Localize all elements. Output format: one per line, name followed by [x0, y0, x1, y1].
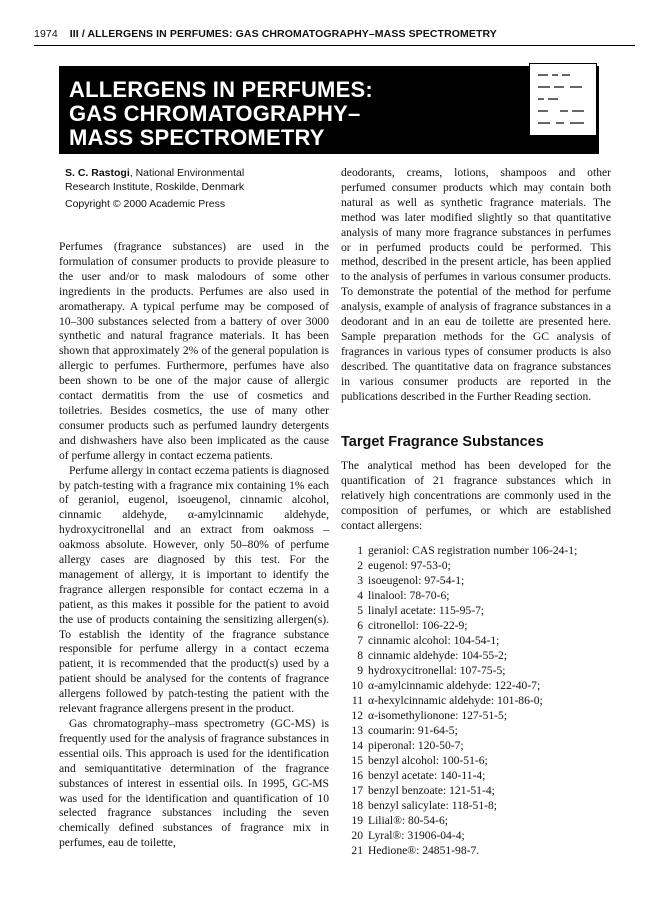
list-text: α-amylcinnamic aldehyde: 122-40-7; [368, 679, 541, 692]
paragraph: The analytical method has been developed for the quantification of 21 fragrance substances which in relatively high concentrations are commonly used in the composition of perfumes, or which are established contact allergens: [341, 459, 611, 532]
list-number: 9 [357, 664, 363, 677]
right-column [341, 166, 611, 405]
list-text: Lilial®: 80-54-6; [368, 814, 448, 827]
list-item [341, 663, 611, 678]
fragrance-list [341, 543, 611, 858]
list-text: α-isomethylionone: 127-51-5; [368, 709, 508, 722]
list-number: 13 [351, 724, 363, 737]
list-item [341, 678, 611, 693]
list-text: cinnamic alcohol: 104-54-1; [368, 634, 500, 647]
list-item [341, 603, 611, 618]
page-number: 1974 [34, 28, 58, 40]
list-item [341, 693, 611, 708]
list-item [341, 588, 611, 603]
title-line: ALLERGENS IN PERFUMES: [69, 77, 373, 102]
list-item [341, 543, 611, 558]
paragraph: Gas chromatography–mass spectrometry (GC-MS) is frequently used for the analysis of fragrance substances in essential oils. This approach is used for the identification and semiquantitative determination of the fragrance substances of interest in essential oils. In 1995, GC-MS was used for the identification and quantification of 10 selected fragrance substances including the seven chemically defined substances of fragrance mix in perfumes, eau de toilette, [59, 717, 329, 850]
list-text: eugenol: 97-53-0; [368, 559, 451, 572]
title-line: GAS CHROMATOGRAPHY– [69, 101, 361, 126]
list-item [341, 828, 611, 843]
list-item [341, 783, 611, 798]
list-number: 21 [351, 844, 363, 857]
list-item [341, 753, 611, 768]
list-item [341, 618, 611, 633]
list-number: 17 [351, 784, 363, 797]
paragraph: deodorants, creams, lotions, shampoos and other perfumed consumer products which may contain both natural as well as synthetic fragrance materials. The method was later modified slightly so that quantitative analysis of many more fragrance substances in perfumes or in perfumed products could be performed. This method, described in the present article, has been applied to the analysis of perfumes in various consumer products. To demonstrate the potential of the method for perfume analysis, example of analysis of fragrance substances in a deodorant and in an eau de toilette are presented here. Sample preparation methods for the GC analysis of fragrances in various types of consumer products is also described. The quantitative data on fragrance substances in various consumer products are reported in the publications described in the Further Reading section. [341, 166, 611, 403]
list-text: benzyl salicylate: 118-51-8; [368, 799, 497, 812]
list-text: hydroxycitronellal: 107-75-5; [368, 664, 506, 677]
list-number: 11 [351, 694, 363, 707]
list-item [341, 573, 611, 588]
section-heading: Target Fragrance Substances [341, 434, 544, 450]
author-block [65, 166, 325, 194]
list-text: Lyral®: 31906-04-4; [368, 829, 465, 842]
list-number: 4 [357, 589, 363, 602]
list-number: 3 [357, 574, 363, 587]
running-header [34, 28, 635, 40]
left-column [59, 240, 329, 851]
list-text: citronellol: 106-22-9; [368, 619, 468, 632]
article-title [69, 78, 519, 150]
copyright: Copyright © 2000 Academic Press [65, 198, 226, 210]
list-text: benzyl alcohol: 100-51-6; [368, 754, 488, 767]
list-number: 20 [351, 829, 363, 842]
running-title: III / ALLERGENS IN PERFUMES: GAS CHROMATOGRAPHY–MASS SPECTROMETRY [69, 28, 497, 40]
author-affiliation-2: Research Institute, Roskilde, Denmark [65, 181, 245, 193]
list-item [341, 648, 611, 663]
paragraph: Perfumes (fragrance substances) are used in the formulation of consumer products to provide pleasure to the user and/or to mask malodours of some other ingredients in the products. Perfumes are also used in aromatherapy. A typical perfume may be composed of 10–300 substances selected from a battery of over 3000 synthetic and natural fragrance materials. It has been shown that approximately 2% of the general population is allergic to perfumes. Furthermore, perfumes have also been shown to be one of the major cause of allergic contact dermatitis from the use of cosmetics and toiletries. Besides cosmetics, the use of many other consumer products such as perfumed laundry detergents and dishwashers have also been implicated as the cause of perfume allergy in contact eczema patients. [59, 240, 329, 462]
list-number: 5 [357, 604, 363, 617]
header-rule [34, 45, 635, 46]
list-number: 1 [357, 544, 363, 557]
list-item [341, 813, 611, 828]
list-text: linalool: 78-70-6; [368, 589, 450, 602]
list-number: 16 [351, 769, 363, 782]
list-item [341, 558, 611, 573]
list-number: 10 [351, 679, 363, 692]
list-number: 8 [357, 649, 363, 662]
author-name: S. C. Rastogi [65, 167, 130, 179]
list-text: linalyl acetate: 115-95-7; [368, 604, 485, 617]
list-item [341, 843, 611, 858]
list-number: 14 [351, 739, 363, 752]
list-item [341, 723, 611, 738]
list-text: coumarin: 91-64-5; [368, 724, 458, 737]
list-text: isoeugenol: 97-54-1; [368, 574, 465, 587]
list-text: benzyl acetate: 140-11-4; [368, 769, 486, 782]
list-number: 6 [357, 619, 363, 632]
list-item [341, 738, 611, 753]
list-item [341, 633, 611, 648]
section-thumbnail-icon [529, 63, 597, 136]
title-banner [59, 66, 599, 154]
list-item [341, 798, 611, 813]
list-text: piperonal: 120-50-7; [368, 739, 464, 752]
paragraph: Perfume allergy in contact eczema patients is diagnosed by patch-testing with a fragrance mix containing 1% each of geraniol, eugenol, isoeugenol, cinnamic alcohol, cinnamic aldehyde, α-amylcinnamic aldehyde, hydroxycitronellal and an extract from oakmoss – oakmoss absolute. However, only 50–80% of perfume allergy cases are diagnosed by this test. For the management of allergy, it is important to identify the fragrance allergen responsible for contact eczema in a patient, as this makes it possible for the patient to avoid the use of products containing the sensitizing allergen(s). To establish the identity of the fragrance substance responsible for perfume allergy in a contact eczema patient, it is recommended that the product(s) used by a patient should be analysed for the contents of fragrance allergens followed by patch-testing the patient with the relevant fragrance allergens present in the product. [59, 463, 329, 716]
list-text: geraniol: CAS registration number 106-24-1; [368, 544, 578, 557]
title-line: MASS SPECTROMETRY [69, 125, 325, 150]
list-number: 12 [351, 709, 363, 722]
list-number: 7 [357, 634, 363, 647]
list-number: 2 [357, 559, 363, 572]
list-item [341, 708, 611, 723]
section-intro [341, 459, 611, 534]
list-text: α-hexylcinnamic aldehyde: 101-86-0; [368, 694, 543, 707]
list-number: 18 [351, 799, 363, 812]
list-number: 15 [351, 754, 363, 767]
list-number: 19 [351, 814, 363, 827]
list-text: Hedione®: 24851-98-7. [368, 844, 480, 857]
list-item [341, 768, 611, 783]
list-text: benzyl benzoate: 121-51-4; [368, 784, 495, 797]
list-text: cinnamic aldehyde: 104-55-2; [368, 649, 508, 662]
author-affiliation-1: , National Environmental [129, 167, 245, 179]
